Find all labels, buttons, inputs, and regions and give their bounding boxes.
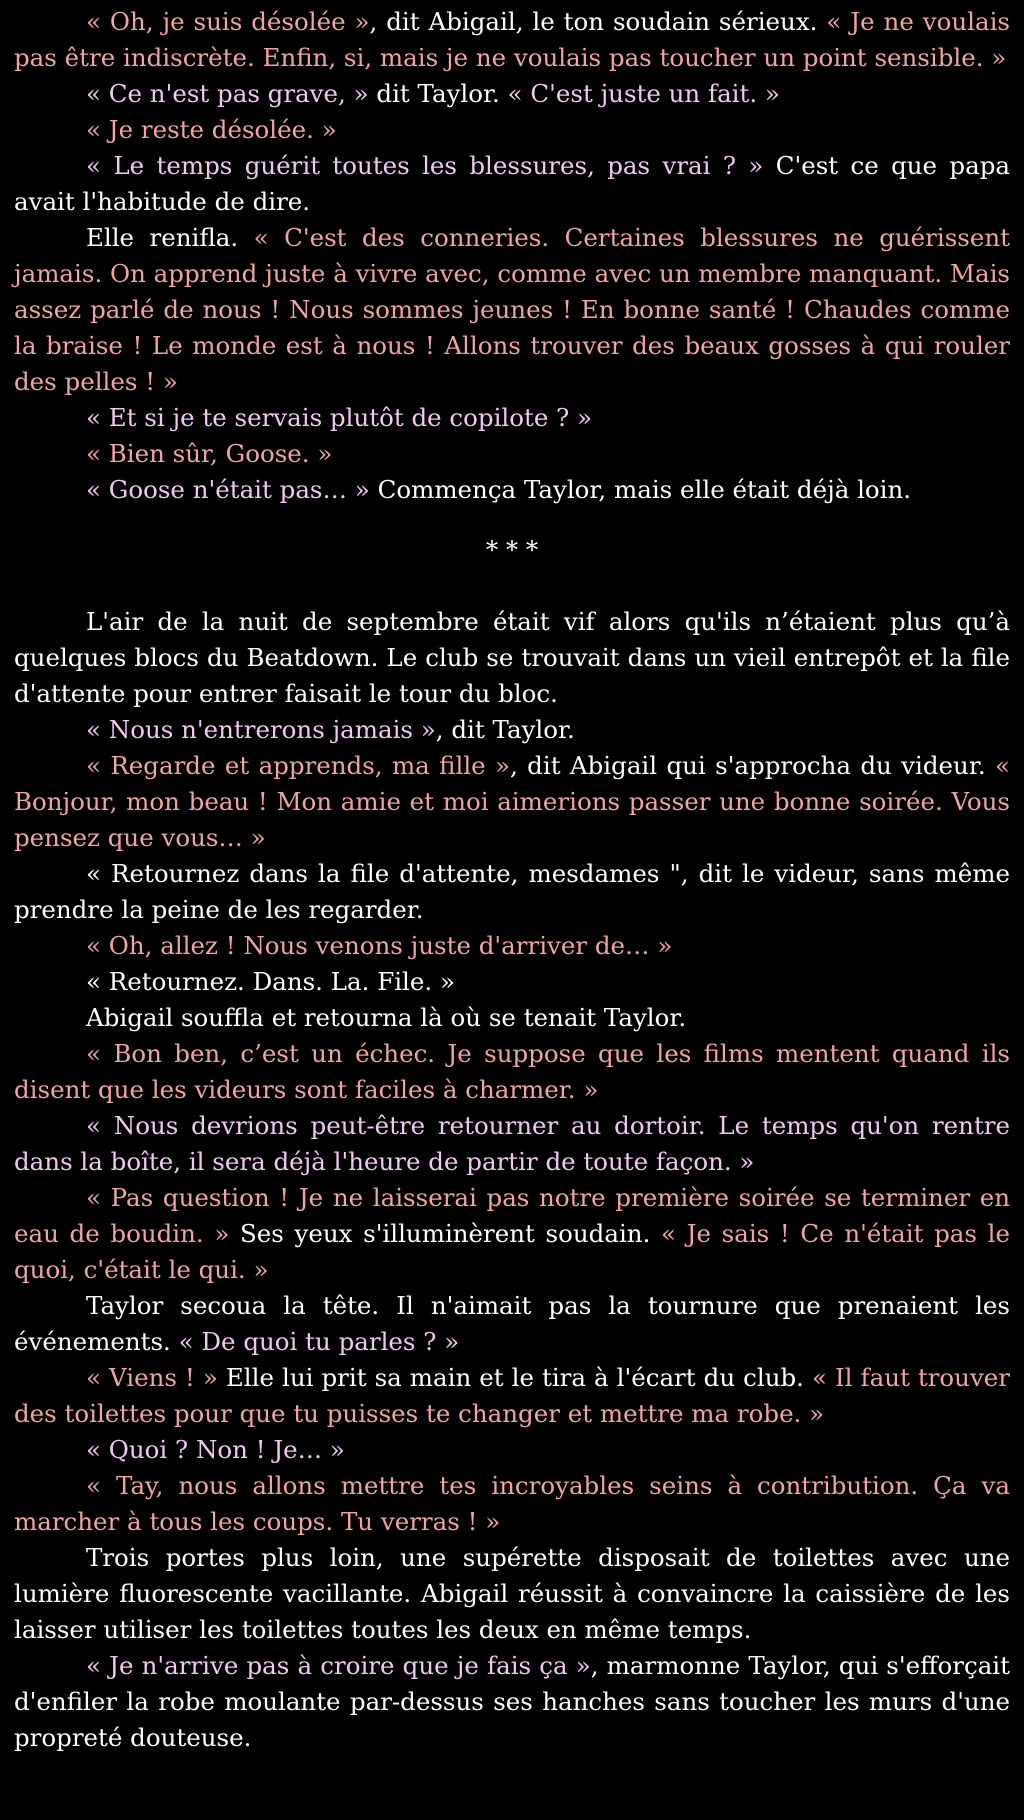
paragraph	[14, 1108, 1010, 1180]
taylor-dialogue: « De quoi tu parles ? »	[178, 1327, 460, 1356]
paragraph	[14, 220, 1010, 400]
paragraph	[14, 1540, 1010, 1648]
narration-text: , dit Abigail qui s'approcha du videur.	[510, 751, 995, 780]
abigail-dialogue: « Oh, allez ! Nous venons juste d'arriver de… »	[86, 931, 673, 960]
section-two	[14, 604, 1010, 1756]
taylor-dialogue: « Le temps guérit toutes les blessures, pas vrai ? »	[86, 151, 764, 180]
narration-text: Ses yeux s'illuminèrent soudain.	[229, 1219, 662, 1248]
abigail-dialogue: « Je ne voulais pas être indiscrète. Enfin, si, mais je ne voulais pas toucher un point sensible. »	[14, 7, 1010, 72]
abigail-dialogue: « Bien sûr, Goose. »	[86, 439, 333, 468]
paragraph	[14, 604, 1010, 712]
paragraph	[14, 928, 1010, 964]
paragraph	[14, 748, 1010, 856]
abigail-dialogue: « Je sais ! Ce n'était pas le quoi, c'était le qui. »	[14, 1219, 1010, 1284]
narration-text: Taylor secoua la tête. Il n'aimait pas la tournure que prenaient les événements.	[14, 1291, 1010, 1356]
section-one	[14, 4, 1010, 508]
taylor-dialogue: « Nous devrions peut-être retourner au dortoir. Le temps qu'on rentre dans la boîte, il sera déjà l'heure de partir de toute façon. »	[14, 1111, 1010, 1176]
paragraph	[14, 1180, 1010, 1288]
paragraph	[14, 1468, 1010, 1540]
paragraph	[14, 76, 1010, 112]
narration-text: Abigail souffla et retourna là où se tenait Taylor.	[86, 1003, 687, 1032]
abigail-dialogue: « Il faut trouver des toilettes pour que tu puisses te changer et mettre ma robe. »	[14, 1363, 1011, 1428]
paragraph	[14, 1432, 1010, 1468]
abigail-dialogue: « Regarde et apprends, ma fille »	[86, 751, 511, 780]
narration-text: , marmonne Taylor, qui s'efforçait d'enfiler la robe moulante par-dessus ses hanches sans toucher les murs d'une propreté douteuse.	[14, 1651, 1010, 1752]
taylor-dialogue: « C'est juste un fait. »	[507, 79, 780, 108]
abigail-dialogue: « Viens ! »	[86, 1363, 218, 1392]
taylor-dialogue: « Ce n'est pas grave, »	[86, 79, 369, 108]
narration-text: , dit Abigail, le ton soudain sérieux.	[369, 7, 827, 36]
abigail-dialogue: « Je reste désolée. »	[86, 115, 337, 144]
abigail-dialogue: « Pas question ! Je ne laisserai pas notre première soirée se terminer en eau de boudin. »	[14, 1183, 1010, 1248]
paragraph	[14, 712, 1010, 748]
scene-separator: * * *	[485, 535, 539, 564]
paragraph	[14, 1288, 1010, 1360]
narration-text: « Retournez. Dans. La. File. »	[86, 967, 455, 996]
narration-text: L'air de la nuit de septembre était vif alors qu'ils n’étaient plus qu’à quelques blocs du Beatdown. Le club se trouvait dans un vieil entrepôt et la file d'attente pour entrer faisait le tour du bloc.	[14, 607, 1010, 708]
narration-text: Commença Taylor, mais elle était déjà loin.	[369, 475, 912, 504]
paragraph	[14, 472, 1010, 508]
paragraph	[14, 400, 1010, 436]
paragraph	[14, 964, 1010, 1000]
taylor-dialogue: « Je n'arrive pas à croire que je fais ça »	[86, 1651, 591, 1680]
narration-text: dit Taylor.	[368, 79, 508, 108]
paragraph	[14, 436, 1010, 472]
narration-text: Elle renifla.	[86, 223, 254, 252]
abigail-dialogue: « Tay, nous allons mettre tes incroyables seins à contribution. Ça va marcher à tous les coups. Tu verras ! »	[14, 1471, 1010, 1536]
narration-text: « Retournez dans la file d'attente, mesdames ", dit le videur, sans même prendre la peine de les regarder.	[14, 859, 1010, 924]
paragraph	[14, 148, 1010, 220]
paragraph	[14, 112, 1010, 148]
abigail-dialogue: « Bonjour, mon beau ! Mon amie et moi aimerions passer une bonne soirée. Vous pensez que vous… »	[14, 751, 1010, 852]
paragraph	[14, 1000, 1010, 1036]
paragraph	[14, 1648, 1010, 1756]
abigail-dialogue: « Oh, je suis désolée »	[86, 7, 370, 36]
taylor-dialogue: « Goose n'était pas… »	[86, 475, 370, 504]
narration-text: C'est ce que papa avait l'habitude de dire.	[14, 151, 1011, 216]
taylor-dialogue: « Et si je te servais plutôt de copilote ? »	[86, 403, 593, 432]
abigail-dialogue: « C'est des conneries. Certaines blessures ne guérissent jamais. On apprend juste à vivre avec, comme avec un membre manquant. Mais assez parlé de nous ! Nous sommes jeunes ! En bonne santé ! Chaudes comme la braise ! Le monde est à nous ! Allons trouver des beaux gosses à qui rouler des pelles ! »	[14, 223, 1011, 396]
taylor-dialogue: « Quoi ? Non ! Je… »	[86, 1435, 345, 1464]
abigail-dialogue: « Bon ben, c’est un échec. Je suppose que les films mentent quand ils disent que les videurs sont faciles à charmer. »	[14, 1039, 1010, 1104]
taylor-dialogue: « Nous n'entrerons jamais »	[86, 715, 436, 744]
narration-text: Trois portes plus loin, une supérette disposait de toilettes avec une lumière fluorescente vacillante. Abigail réussit à convaincre la caissière de les laisser utiliser les toilettes toutes les deux en même temps.	[14, 1543, 1010, 1644]
narration-text: Elle lui prit sa main et le tira à l'écart du club.	[217, 1363, 812, 1392]
paragraph	[14, 856, 1010, 928]
paragraph	[14, 4, 1010, 76]
narration-text: , dit Taylor.	[435, 715, 575, 744]
paragraph	[14, 1036, 1010, 1108]
paragraph	[14, 1360, 1010, 1432]
